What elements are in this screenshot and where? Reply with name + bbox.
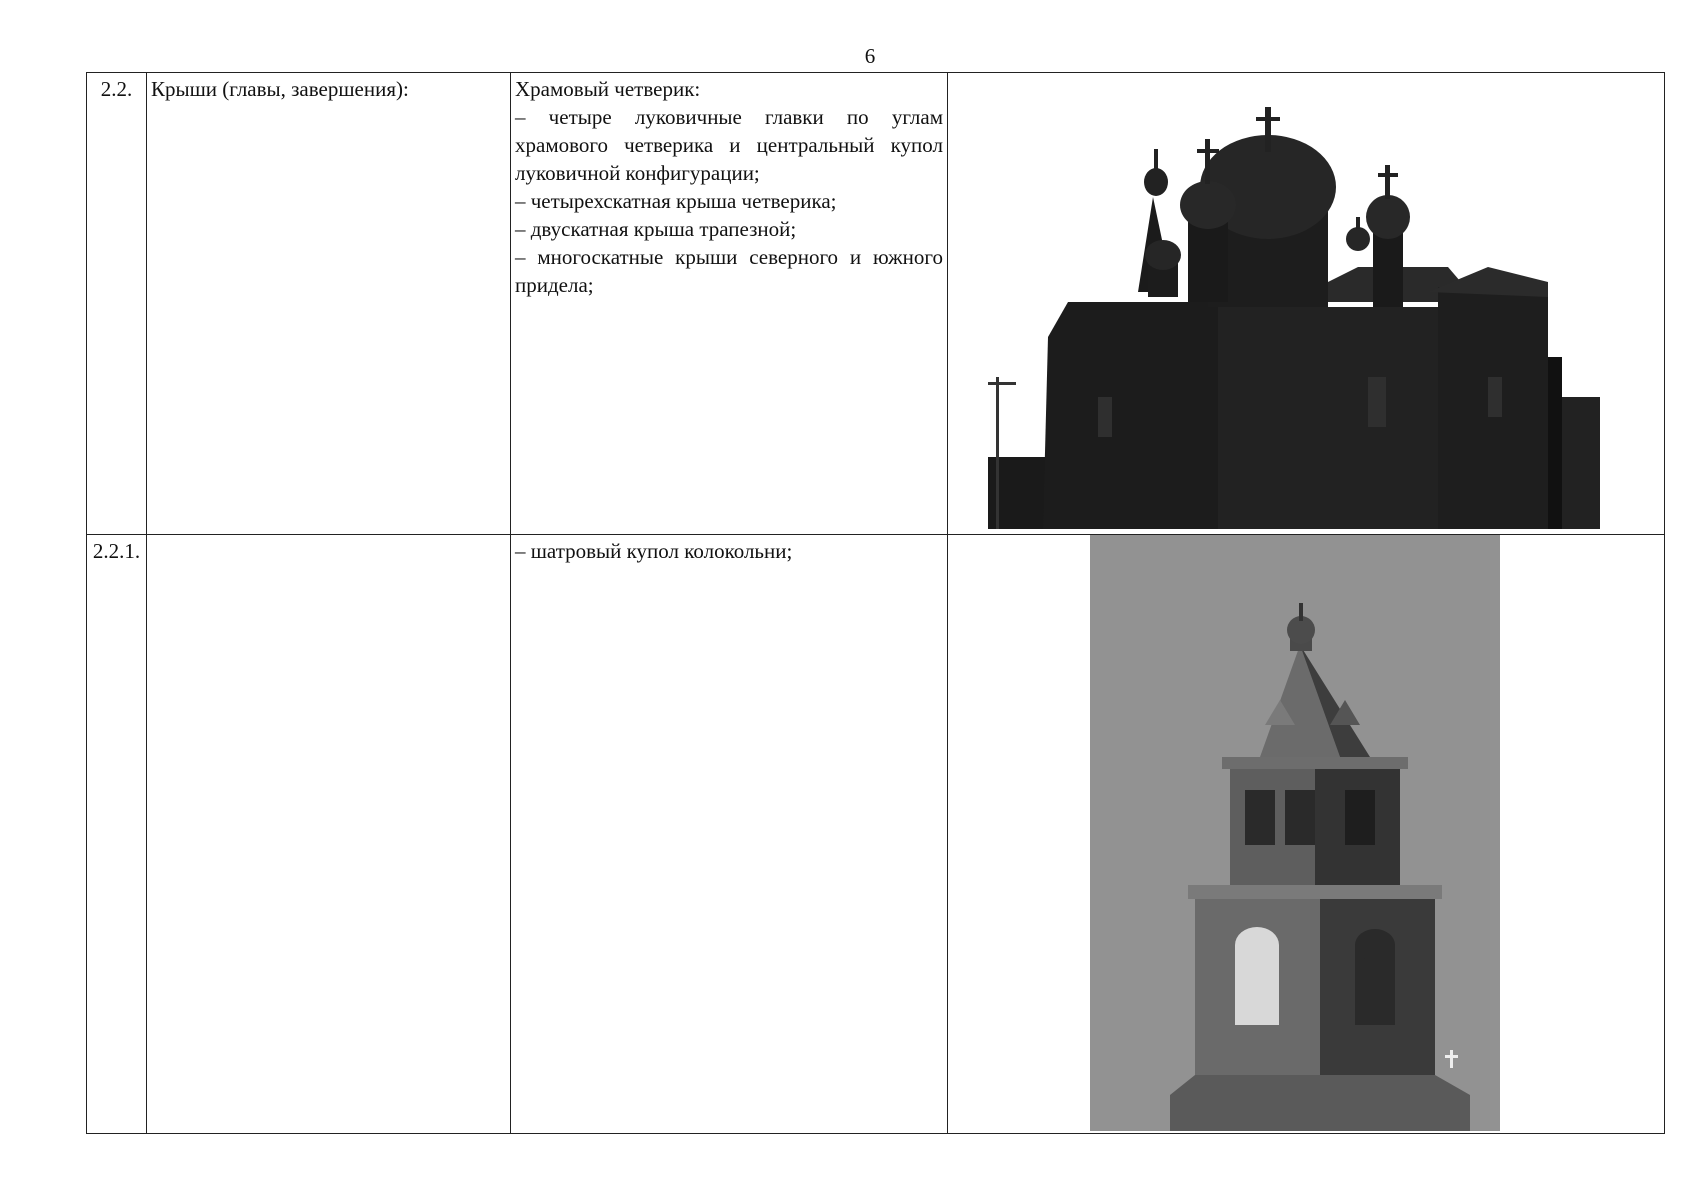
element-description (511, 535, 948, 1134)
description-line: – четыре луковичные главки по углам храмового четверика и центральный купол луковичной конфигурации; (515, 105, 943, 185)
description-line: – двускатная крыша трапезной; (515, 217, 797, 241)
description-title: Храмовый четверик: (515, 77, 701, 101)
monument-elements-table (86, 72, 1665, 1134)
table-row (87, 535, 1665, 1134)
row-number: 2.2.1. (87, 535, 147, 1134)
description-line: – четырехскатная крыша четверика; (515, 189, 837, 213)
row-number: 2.2. (87, 73, 147, 535)
page-number: 6 (864, 44, 876, 68)
element-name: Крыши (главы, завершения): (147, 73, 511, 535)
element-description (511, 73, 948, 535)
church-photo-icon (988, 77, 1600, 529)
element-name (147, 535, 511, 1134)
description-line: – шатровый купол колокольни; (515, 539, 793, 564)
photo-cell (948, 73, 1665, 535)
description-line: – многоскатные крыши северного и южного придела; (515, 245, 943, 297)
bell-tower-photo-icon (1090, 535, 1500, 1131)
photo-cell (948, 535, 1665, 1134)
table-row (87, 73, 1665, 535)
